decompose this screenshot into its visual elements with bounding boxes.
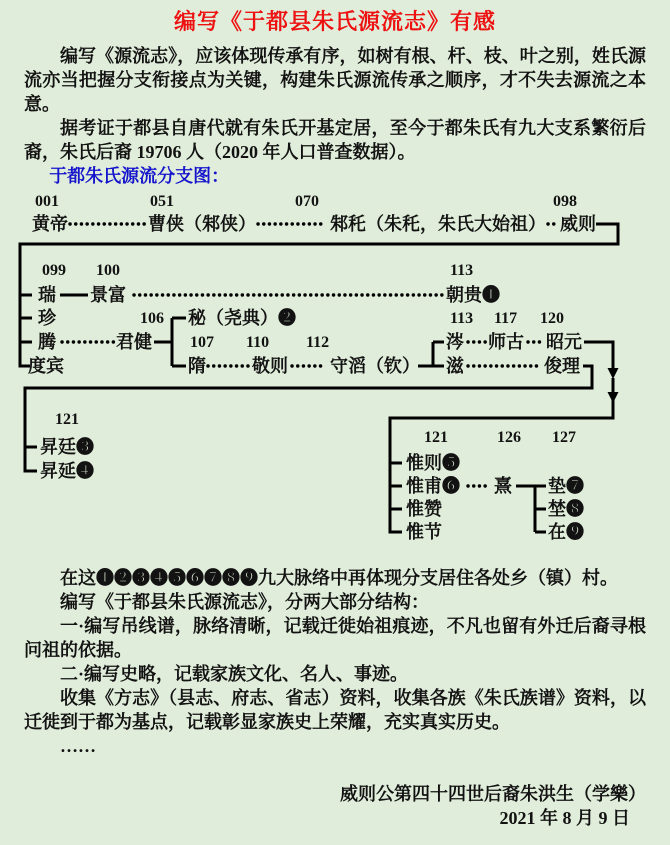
gen-number: 001 [35, 193, 59, 210]
node-rui: 瑞 [38, 285, 56, 305]
node-xi: 熹 [494, 476, 512, 496]
node-dubin: 度宾 [28, 356, 64, 376]
node-teng: 腾 [38, 332, 56, 352]
diagram-heading: 于都朱氏源流分支图： [49, 166, 230, 186]
gen-number: 112 [306, 334, 330, 351]
node-zhaoyuan: 昭元 [546, 332, 582, 352]
gen-number: 099 [42, 262, 66, 279]
paragraph-structure: 编写《于都县朱氏源流志》，分两大部分结构： [60, 592, 429, 612]
gen-number: 107 [190, 334, 214, 351]
node-zi: 滋 [446, 356, 464, 376]
gen-number: 117 [494, 310, 518, 327]
node-huangdi: 黄帝 [32, 214, 68, 234]
gen-number: 110 [246, 334, 270, 351]
node-dian: 垫❼ [548, 476, 584, 496]
node-junjian: 君健 [116, 332, 152, 352]
paragraph-intro: 编写《源流志》，应该体现传承有序，如树有根、杆、枝、叶之别，姓氏源流亦当把握分支衔接点为关键，构建朱氏源流传承之顺序，才不失去源流之本意。 [24, 46, 646, 114]
paragraph-part-one: 一·编写吊线谱，脉络清晰，记载迁徙始祖痕迹，不凡也留有外迁后裔寻根问祖的依据。 [24, 616, 646, 660]
paragraph-part-two: 二·编写史略，记载家族文化、名人、事迹。 [60, 664, 409, 684]
link-zhaoyuan-down [584, 342, 613, 368]
node-weize: 威则 [560, 214, 596, 234]
node-zai: 在❾ [548, 522, 584, 542]
gen-number: 070 [295, 193, 319, 210]
node-jingfu: 景富 [90, 285, 126, 305]
page-title: 编写《于都县朱氏源流志》有感 [173, 9, 496, 34]
gen-number: 113 [450, 310, 474, 327]
node-shengting: 昇廷❸ [40, 437, 94, 457]
paragraph-nine-branches: 在这❶❷❸❹❺❻❼❽❾九大脉络中再体现分支居住各处乡（镇）村。 [60, 568, 618, 588]
node-shigu: 师古 [488, 332, 524, 352]
gen-number: 126 [497, 429, 521, 446]
gen-number: 113 [450, 262, 474, 279]
node-weifu: 惟甫❻ [406, 476, 460, 496]
gen-number: 121 [55, 411, 79, 428]
node-shengyan: 昇延❹ [40, 461, 94, 481]
node-caoxia: 曹侠（邾侠） [148, 214, 256, 234]
paragraph-sources: 收集《方志》（县志、府志、省志）资料，收集各族《朱氏族谱》资料，以迁徙到于都为基点，记载彰显家族史上荣耀，充实真实历史。 [24, 688, 646, 732]
node-weizan: 惟赞 [406, 499, 442, 519]
gen-number: 100 [96, 262, 120, 279]
gen-number: 098 [553, 193, 577, 210]
genealogy-diagram [0, 190, 670, 550]
node-sui: 隋 [188, 356, 206, 376]
gen-number: 120 [540, 310, 564, 327]
node-ye: 埜❽ [548, 499, 584, 519]
node-shoutao: 守滔（钦） [330, 356, 420, 376]
node-chaogui: 朝贵❶ [446, 285, 500, 305]
paragraph-ellipsis: …… [60, 736, 96, 756]
gen-number: 051 [150, 193, 174, 210]
gen-number: 121 [424, 429, 448, 446]
node-mi: 秘（尧典）❷ [188, 308, 296, 328]
node-zhucha: 邾秅（朱秅，朱氏大始祖） [330, 214, 546, 234]
gen-number: 127 [552, 429, 576, 446]
node-jingze: 敬则 [252, 356, 288, 376]
document-date: 2021 年 8 月 9 日 [499, 808, 630, 828]
node-weizhe: 惟则❺ [406, 453, 460, 473]
paragraph-history: 据考证于都县自唐代就有朱氏开基定居，至今于都朱氏有九大支系繁衍后裔，朱氏后裔 19706 人（2020 年人口普查数据）。 [24, 118, 646, 162]
node-zhen: 珍 [38, 308, 56, 328]
node-junli: 俊理 [544, 356, 580, 376]
gen-number: 106 [140, 310, 164, 327]
author-signature: 威则公第四十四世后裔朱洪生（学樂） [340, 784, 646, 804]
node-cen: 涔 [446, 332, 464, 352]
node-weijie: 惟节 [406, 522, 442, 542]
